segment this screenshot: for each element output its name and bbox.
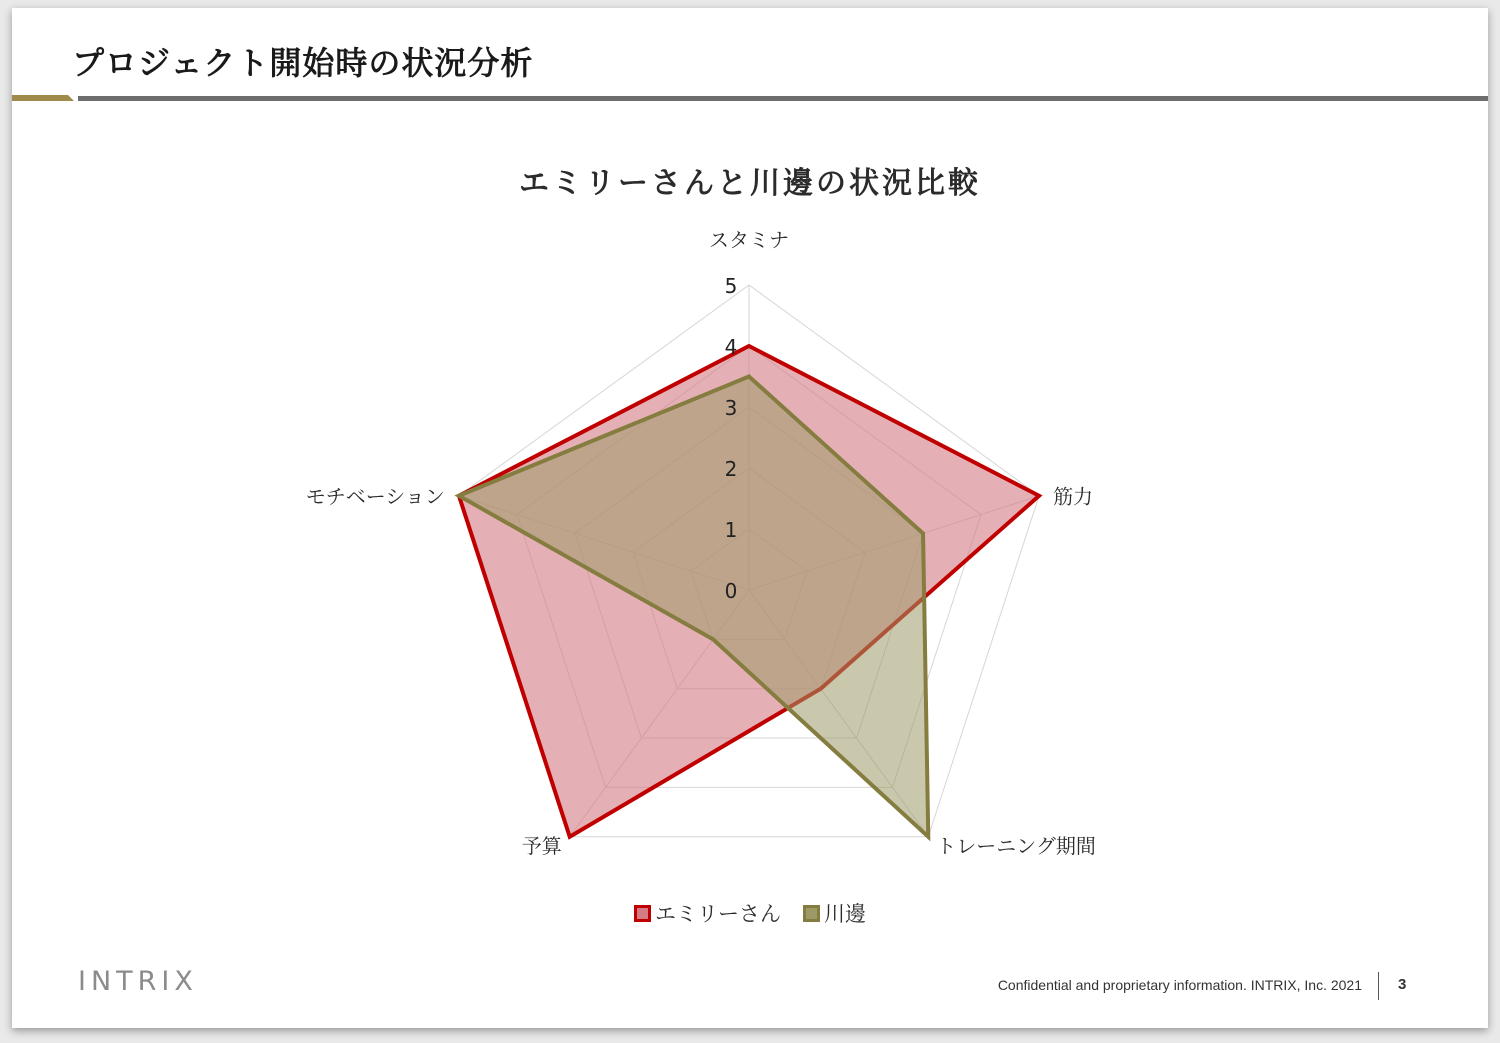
legend-swatch-series-1 [634,905,651,922]
legend-item-series-2 [803,898,866,928]
legend-label-series-1: エミリーさん [655,902,781,926]
axis-label-5: モチベーション [305,484,445,509]
footer-divider [1378,972,1379,1000]
footer-confidential: Confidential and proprietary information. INTRIX, Inc. 2021 [997,977,1362,993]
intrix-logo: INTRIX [78,966,198,997]
page-title: プロジェクト開始時の状況分析 [72,44,534,82]
tick-label-5: 5 [724,274,738,298]
tick-label-0: 0 [724,579,738,603]
tick-label-3: 3 [724,396,738,420]
radar-chart [12,8,1488,1028]
legend-item-series-1 [634,898,781,928]
chart-legend [12,898,1488,928]
legend-label-series-2: 川邊 [824,902,866,926]
axis-label-2: 筋力 [1053,484,1094,509]
legend-swatch-series-2 [803,905,820,922]
axis-label-1: スタミナ [709,228,789,252]
tick-label-4: 4 [724,335,738,359]
tick-label-2: 2 [724,457,738,481]
tick-label-1: 1 [724,518,738,542]
page-number: 3 [1398,976,1407,993]
chart-title: エミリーさんと川邊の状況比較 [519,166,981,201]
axis-label-4: 予算 [521,833,562,858]
axis-label-3: トレーニング期間 [936,833,1096,858]
slide [12,8,1488,1028]
